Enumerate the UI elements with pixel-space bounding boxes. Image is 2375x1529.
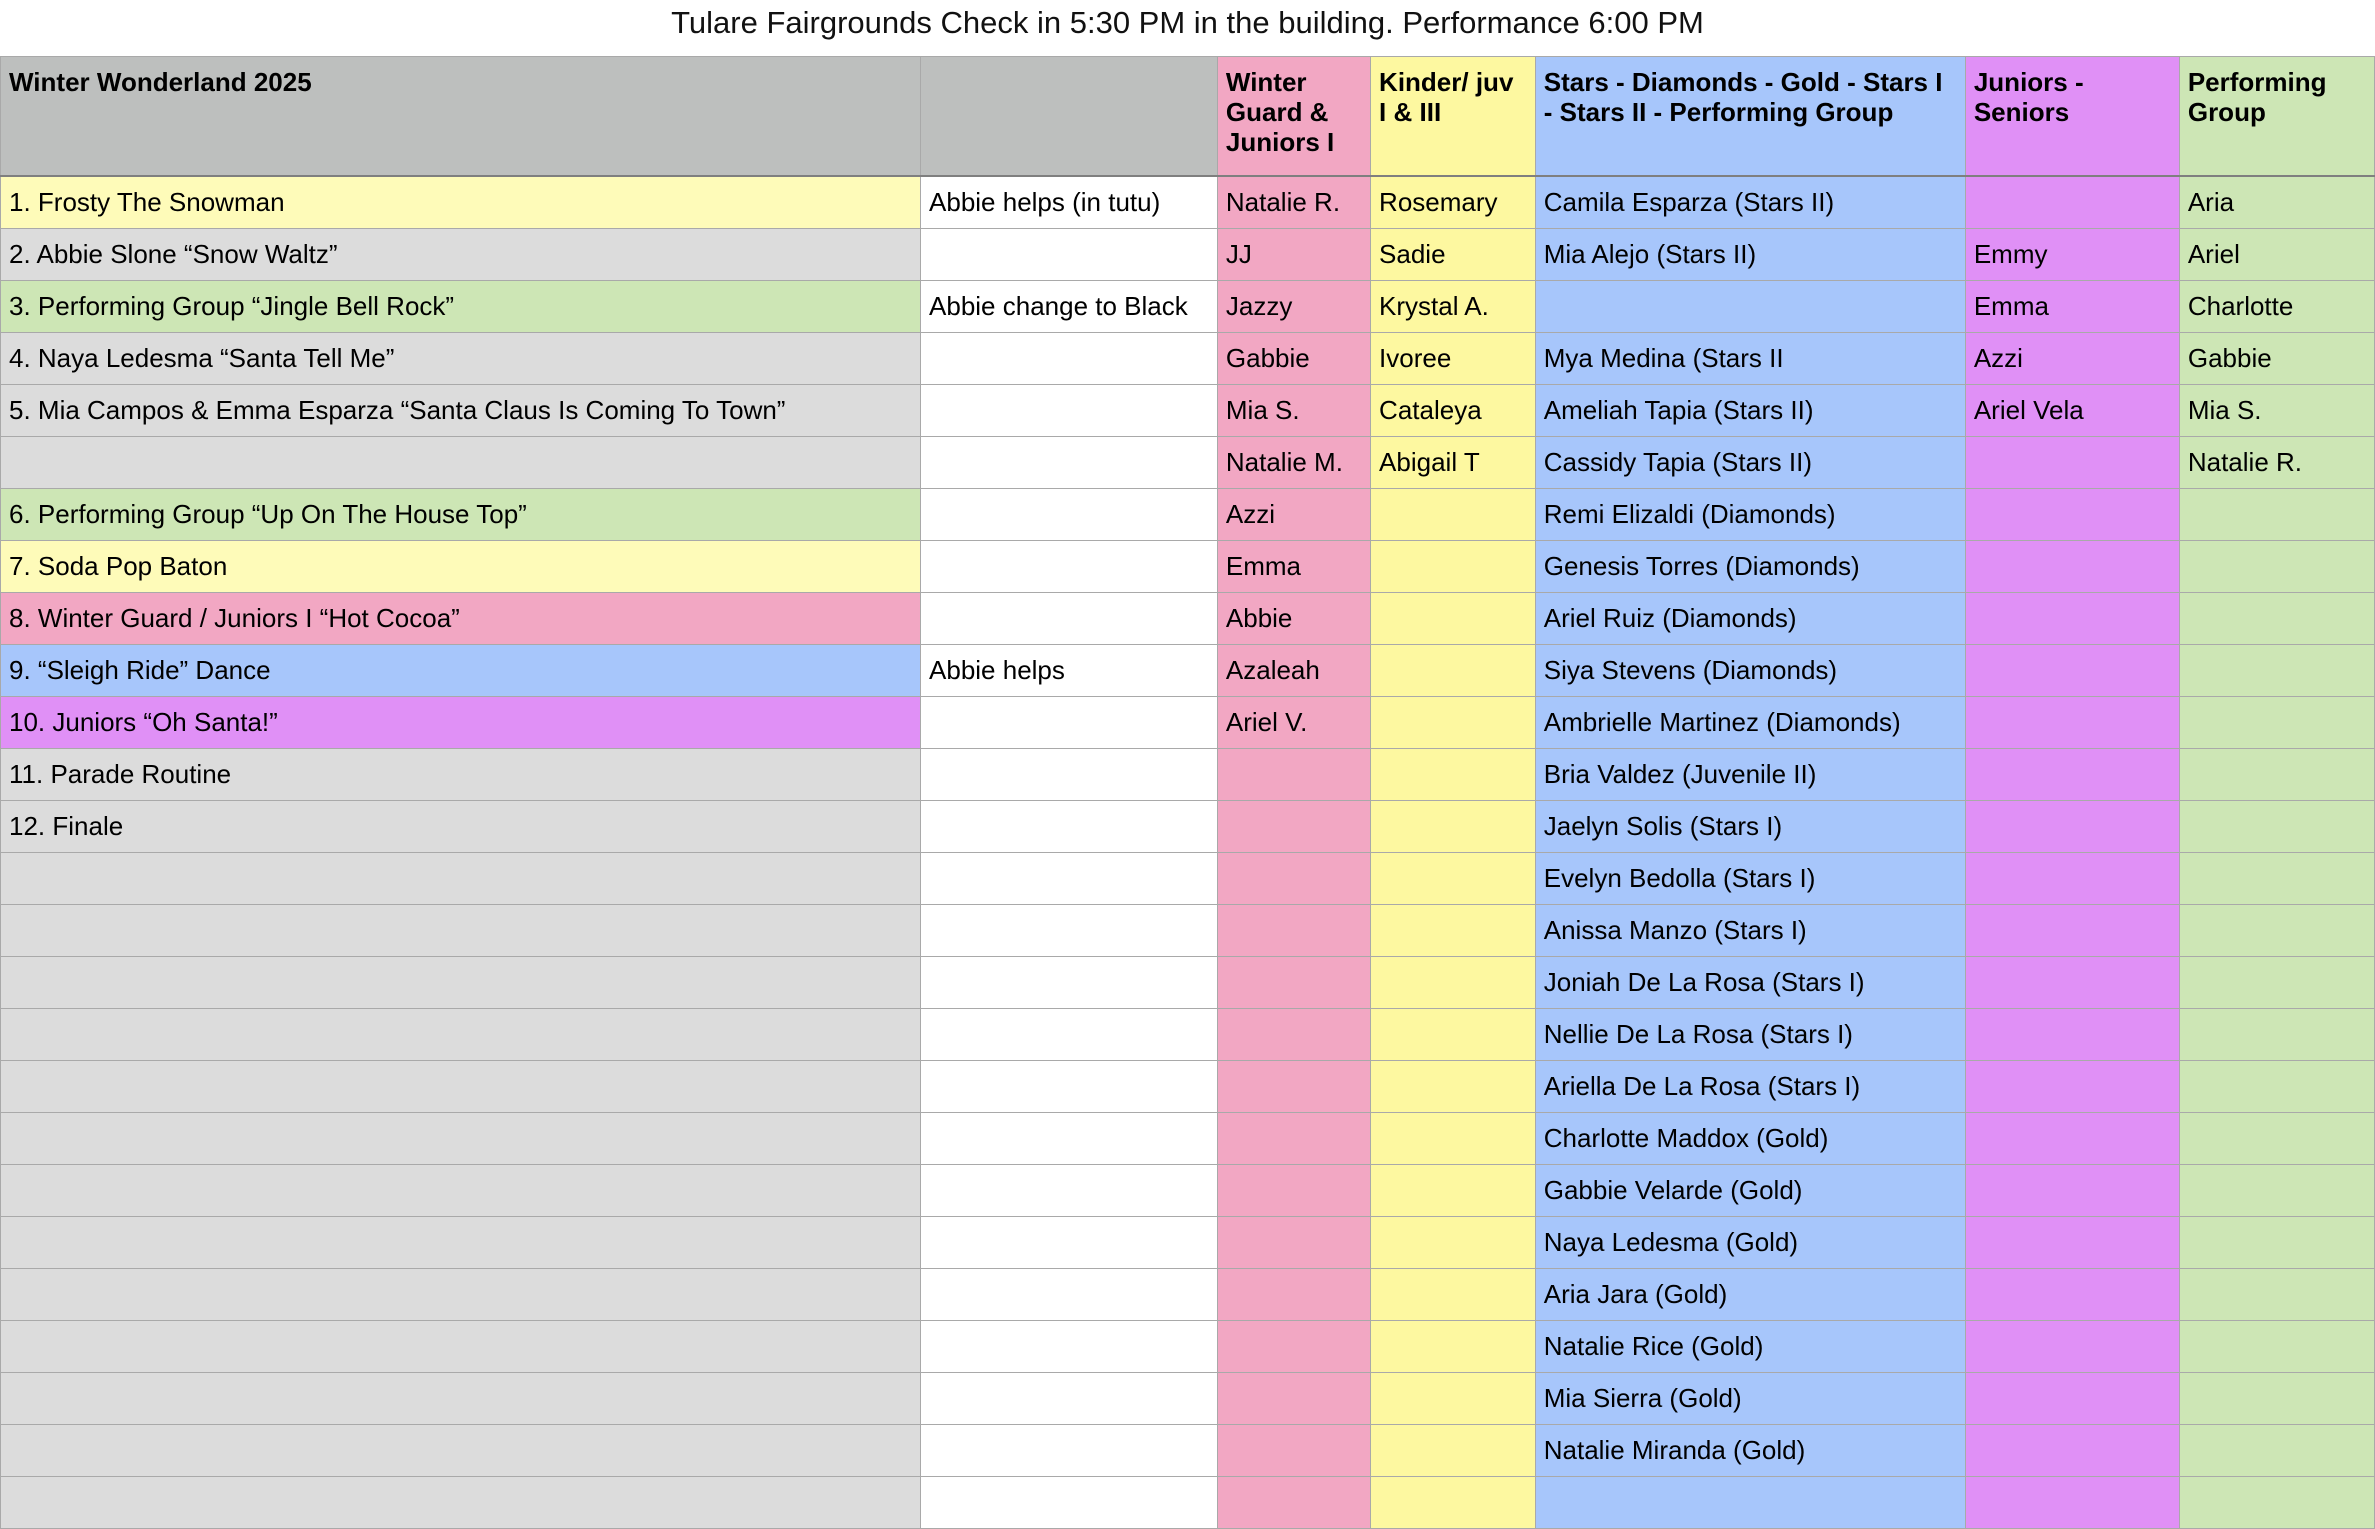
stars-cell[interactable]: Joniah De La Rosa (Stars I) [1535, 957, 1965, 1009]
routine-cell[interactable] [1, 957, 921, 1009]
performing-group-cell[interactable] [2179, 697, 2374, 749]
stars-cell[interactable]: Ameliah Tapia (Stars II) [1535, 385, 1965, 437]
performing-group-cell[interactable] [2179, 1009, 2374, 1061]
stars-cell[interactable]: Gabbie Velarde (Gold) [1535, 1165, 1965, 1217]
routine-cell[interactable] [1, 1373, 921, 1425]
notes-cell[interactable] [921, 1217, 1218, 1269]
kinder-cell[interactable] [1371, 489, 1536, 541]
routine-cell[interactable]: 11. Parade Routine [1, 749, 921, 801]
table-row [1, 437, 2375, 489]
routine-cell[interactable]: 2. Abbie Slone “Snow Waltz” [1, 229, 921, 281]
stars-cell[interactable]: Nellie De La Rosa (Stars I) [1535, 1009, 1965, 1061]
routine-cell[interactable] [1, 437, 921, 489]
table-row [1, 645, 2375, 697]
routine-cell[interactable] [1, 1477, 921, 1529]
kinder-cell[interactable] [1371, 1009, 1536, 1061]
stars-cell[interactable]: Aria Jara (Gold) [1535, 1269, 1965, 1321]
stars-cell[interactable] [1535, 1477, 1965, 1529]
routine-cell[interactable] [1, 1321, 921, 1373]
performing-group-cell[interactable]: Natalie R. [2179, 437, 2374, 489]
notes-cell[interactable] [921, 1477, 1218, 1529]
kinder-cell[interactable] [1371, 697, 1536, 749]
performing-group-cell[interactable] [2179, 489, 2374, 541]
table-row [1, 176, 2375, 229]
stars-cell[interactable]: Ariel Ruiz (Diamonds) [1535, 593, 1965, 645]
table-row [1, 593, 2375, 645]
table-row [1, 957, 2375, 1009]
routine-cell[interactable]: 8. Winter Guard / Juniors I “Hot Cocoa” [1, 593, 921, 645]
performing-group-cell[interactable] [2179, 645, 2374, 697]
performing-group-cell[interactable]: Ariel [2179, 229, 2374, 281]
table-row [1, 229, 2375, 281]
header-row [1, 57, 2375, 177]
winter-guard-cell[interactable] [1217, 1217, 1370, 1269]
winter-guard-cell[interactable] [1217, 1477, 1370, 1529]
notes-cell[interactable] [921, 905, 1218, 957]
kinder-cell[interactable] [1371, 905, 1536, 957]
juniors-seniors-cell[interactable] [1965, 645, 2179, 697]
stars-cell[interactable]: Ariella De La Rosa (Stars I) [1535, 1061, 1965, 1113]
performing-group-cell[interactable] [2179, 1477, 2374, 1529]
notes-cell[interactable] [921, 801, 1218, 853]
juniors-seniors-cell[interactable] [1965, 489, 2179, 541]
stars-cell[interactable]: Ambrielle Martinez (Diamonds) [1535, 697, 1965, 749]
winter-guard-cell[interactable] [1217, 1425, 1370, 1477]
notes-cell[interactable] [921, 1165, 1218, 1217]
table-row [1, 489, 2375, 541]
kinder-cell[interactable] [1371, 957, 1536, 1009]
kinder-cell[interactable] [1371, 1477, 1536, 1529]
notes-cell[interactable] [921, 593, 1218, 645]
performing-group-cell[interactable] [2179, 593, 2374, 645]
juniors-seniors-cell[interactable] [1965, 905, 2179, 957]
winter-guard-cell[interactable] [1217, 1321, 1370, 1373]
juniors-seniors-cell[interactable] [1965, 1009, 2179, 1061]
juniors-seniors-cell[interactable]: Ariel Vela [1965, 385, 2179, 437]
table-row [1, 697, 2375, 749]
routine-cell[interactable]: 9. “Sleigh Ride” Dance [1, 645, 921, 697]
stars-cell[interactable]: Anissa Manzo (Stars I) [1535, 905, 1965, 957]
routine-cell[interactable] [1, 905, 921, 957]
winter-guard-cell[interactable]: Abbie [1217, 593, 1370, 645]
juniors-seniors-cell[interactable] [1965, 853, 2179, 905]
table-row [1, 1373, 2375, 1425]
winter-guard-cell[interactable] [1217, 1373, 1370, 1425]
header-cell-routine[interactable]: Winter Wonderland 2025 [1, 57, 921, 177]
juniors-seniors-cell[interactable] [1965, 1217, 2179, 1269]
table-row [1, 1321, 2375, 1373]
header-cell-kinder[interactable]: Kinder/ juv I & III [1371, 57, 1536, 177]
juniors-seniors-cell[interactable] [1965, 1373, 2179, 1425]
stars-cell[interactable]: Cassidy Tapia (Stars II) [1535, 437, 1965, 489]
winter-guard-cell[interactable] [1217, 1061, 1370, 1113]
stars-cell[interactable]: Mia Sierra (Gold) [1535, 1373, 1965, 1425]
notes-cell[interactable] [921, 1425, 1218, 1477]
table-row [1, 905, 2375, 957]
stars-cell[interactable]: Jaelyn Solis (Stars I) [1535, 801, 1965, 853]
performing-group-cell[interactable] [2179, 801, 2374, 853]
juniors-seniors-cell[interactable] [1965, 541, 2179, 593]
routine-cell[interactable]: 10. Juniors “Oh Santa!” [1, 697, 921, 749]
performing-group-cell[interactable] [2179, 1269, 2374, 1321]
kinder-cell[interactable] [1371, 593, 1536, 645]
winter-guard-cell[interactable]: Natalie R. [1217, 176, 1370, 229]
routine-cell[interactable] [1, 1061, 921, 1113]
stars-cell[interactable]: Natalie Miranda (Gold) [1535, 1425, 1965, 1477]
notes-cell[interactable] [921, 1269, 1218, 1321]
routine-cell[interactable]: 5. Mia Campos & Emma Esparza “Santa Claus Is Coming To Town” [1, 385, 921, 437]
routine-cell[interactable]: 7. Soda Pop Baton [1, 541, 921, 593]
juniors-seniors-cell[interactable] [1965, 1113, 2179, 1165]
winter-guard-cell[interactable]: Azaleah [1217, 645, 1370, 697]
routine-cell[interactable]: 12. Finale [1, 801, 921, 853]
stars-cell[interactable]: Siya Stevens (Diamonds) [1535, 645, 1965, 697]
table-row [1, 1061, 2375, 1113]
winter-guard-cell[interactable]: Gabbie [1217, 333, 1370, 385]
kinder-cell[interactable] [1371, 541, 1536, 593]
winter-guard-cell[interactable]: Ariel V. [1217, 697, 1370, 749]
routine-cell[interactable]: 1. Frosty The Snowman [1, 176, 921, 229]
notes-cell[interactable] [921, 853, 1218, 905]
winter-guard-cell[interactable] [1217, 1009, 1370, 1061]
table-row [1, 1217, 2375, 1269]
routine-cell[interactable] [1, 1113, 921, 1165]
notes-cell[interactable]: Abbie change to Black [921, 281, 1218, 333]
header-cell-notes[interactable] [921, 57, 1218, 177]
winter-guard-cell[interactable] [1217, 801, 1370, 853]
performing-group-cell[interactable] [2179, 1373, 2374, 1425]
winter-guard-cell[interactable]: Emma [1217, 541, 1370, 593]
notes-cell[interactable]: Abbie helps [921, 645, 1218, 697]
juniors-seniors-cell[interactable] [1965, 1061, 2179, 1113]
notes-cell[interactable] [921, 957, 1218, 1009]
stars-cell[interactable]: Naya Ledesma (Gold) [1535, 1217, 1965, 1269]
kinder-cell[interactable]: Krystal A. [1371, 281, 1536, 333]
stars-cell[interactable]: Natalie Rice (Gold) [1535, 1321, 1965, 1373]
routine-cell[interactable] [1, 1425, 921, 1477]
routine-cell[interactable] [1, 1009, 921, 1061]
table-row [1, 1477, 2375, 1529]
header-cell-stars[interactable]: Stars - Diamonds - Gold - Stars I - Stars II - Performing Group [1535, 57, 1965, 177]
performing-group-cell[interactable]: Aria [2179, 176, 2374, 229]
stars-cell[interactable]: Mya Medina (Stars II [1535, 333, 1965, 385]
notes-cell[interactable] [921, 385, 1218, 437]
notes-cell[interactable] [921, 489, 1218, 541]
juniors-seniors-cell[interactable] [1965, 176, 2179, 229]
juniors-seniors-cell[interactable] [1965, 697, 2179, 749]
performing-group-cell[interactable] [2179, 1321, 2374, 1373]
table-row [1, 1113, 2375, 1165]
winter-guard-cell[interactable] [1217, 1165, 1370, 1217]
kinder-cell[interactable] [1371, 801, 1536, 853]
header-cell-juniors-seniors[interactable]: Juniors - Seniors [1965, 57, 2179, 177]
routine-cell[interactable] [1, 1269, 921, 1321]
routine-cell[interactable]: 6. Performing Group “Up On The House Top” [1, 489, 921, 541]
kinder-cell[interactable] [1371, 1165, 1536, 1217]
table-row [1, 281, 2375, 333]
juniors-seniors-cell[interactable]: Emma [1965, 281, 2179, 333]
table-row [1, 1009, 2375, 1061]
winter-guard-cell[interactable]: Mia S. [1217, 385, 1370, 437]
notes-cell[interactable] [921, 437, 1218, 489]
kinder-cell[interactable] [1371, 1321, 1536, 1373]
kinder-cell[interactable]: Abigail T [1371, 437, 1536, 489]
kinder-cell[interactable] [1371, 1061, 1536, 1113]
stars-cell[interactable]: Camila Esparza (Stars II) [1535, 176, 1965, 229]
performing-group-cell[interactable]: Mia S. [2179, 385, 2374, 437]
performing-group-cell[interactable] [2179, 749, 2374, 801]
routine-cell[interactable] [1, 1217, 921, 1269]
performing-group-cell[interactable] [2179, 905, 2374, 957]
kinder-cell[interactable]: Rosemary [1371, 176, 1536, 229]
kinder-cell[interactable] [1371, 1425, 1536, 1477]
juniors-seniors-cell[interactable] [1965, 1165, 2179, 1217]
notes-cell[interactable] [921, 1009, 1218, 1061]
winter-guard-cell[interactable]: JJ [1217, 229, 1370, 281]
routine-cell[interactable]: 3. Performing Group “Jingle Bell Rock” [1, 281, 921, 333]
notes-cell[interactable] [921, 697, 1218, 749]
performing-group-cell[interactable] [2179, 1113, 2374, 1165]
performing-group-cell[interactable] [2179, 1165, 2374, 1217]
stars-cell[interactable]: Remi Elizaldi (Diamonds) [1535, 489, 1965, 541]
stars-cell[interactable]: Genesis Torres (Diamonds) [1535, 541, 1965, 593]
routine-cell[interactable] [1, 1165, 921, 1217]
juniors-seniors-cell[interactable] [1965, 1477, 2179, 1529]
winter-guard-cell[interactable]: Azzi [1217, 489, 1370, 541]
routine-cell[interactable]: 4. Naya Ledesma “Santa Tell Me” [1, 333, 921, 385]
kinder-cell[interactable]: Sadie [1371, 229, 1536, 281]
stars-cell[interactable]: Evelyn Bedolla (Stars I) [1535, 853, 1965, 905]
performing-group-cell[interactable] [2179, 1217, 2374, 1269]
header-cell-winter-guard[interactable]: Winter Guard & Juniors I [1217, 57, 1370, 177]
table-row [1, 1165, 2375, 1217]
winter-guard-cell[interactable] [1217, 957, 1370, 1009]
juniors-seniors-cell[interactable] [1965, 593, 2179, 645]
table-row [1, 1269, 2375, 1321]
juniors-seniors-cell[interactable] [1965, 957, 2179, 1009]
notes-cell[interactable] [921, 1321, 1218, 1373]
kinder-cell[interactable] [1371, 1217, 1536, 1269]
notes-cell[interactable] [921, 541, 1218, 593]
notes-cell[interactable] [921, 333, 1218, 385]
winter-guard-cell[interactable] [1217, 853, 1370, 905]
winter-guard-cell[interactable]: Natalie M. [1217, 437, 1370, 489]
juniors-seniors-cell[interactable] [1965, 437, 2179, 489]
notes-cell[interactable] [921, 749, 1218, 801]
performing-group-cell[interactable] [2179, 1061, 2374, 1113]
juniors-seniors-cell[interactable] [1965, 1321, 2179, 1373]
juniors-seniors-cell[interactable] [1965, 1269, 2179, 1321]
routine-cell[interactable] [1, 853, 921, 905]
kinder-cell[interactable]: Ivoree [1371, 333, 1536, 385]
table-body [1, 176, 2375, 1529]
table-row [1, 801, 2375, 853]
juniors-seniors-cell[interactable] [1965, 801, 2179, 853]
notes-cell[interactable] [921, 1373, 1218, 1425]
performing-group-cell[interactable]: Charlotte [2179, 281, 2374, 333]
kinder-cell[interactable]: Cataleya [1371, 385, 1536, 437]
table-row [1, 385, 2375, 437]
kinder-cell[interactable] [1371, 1269, 1536, 1321]
notes-cell[interactable] [921, 229, 1218, 281]
winter-guard-cell[interactable] [1217, 1113, 1370, 1165]
stars-cell[interactable]: Mia Alejo (Stars II) [1535, 229, 1965, 281]
winter-guard-cell[interactable]: Jazzy [1217, 281, 1370, 333]
kinder-cell[interactable] [1371, 853, 1536, 905]
header-cell-performing-group[interactable]: Performing Group [2179, 57, 2374, 177]
juniors-seniors-cell[interactable] [1965, 1425, 2179, 1477]
table-row [1, 749, 2375, 801]
performing-group-cell[interactable] [2179, 541, 2374, 593]
kinder-cell[interactable] [1371, 645, 1536, 697]
notes-cell[interactable] [921, 1113, 1218, 1165]
table-row [1, 1425, 2375, 1477]
schedule-table [0, 56, 2375, 1529]
winter-guard-cell[interactable] [1217, 749, 1370, 801]
performing-group-cell[interactable] [2179, 957, 2374, 1009]
sheet-title: Tulare Fairgrounds Check in 5:30 PM in the building. Performance 6:00 PM [671, 5, 1704, 40]
table-row [1, 333, 2375, 385]
stars-cell[interactable]: Charlotte Maddox (Gold) [1535, 1113, 1965, 1165]
stars-cell[interactable]: Bria Valdez (Juvenile II) [1535, 749, 1965, 801]
notes-cell[interactable] [921, 1061, 1218, 1113]
notes-cell[interactable]: Abbie helps (in tutu) [921, 176, 1218, 229]
winter-guard-cell[interactable] [1217, 1269, 1370, 1321]
juniors-seniors-cell[interactable]: Azzi [1965, 333, 2179, 385]
juniors-seniors-cell[interactable]: Emmy [1965, 229, 2179, 281]
table-row [1, 541, 2375, 593]
kinder-cell[interactable] [1371, 749, 1536, 801]
winter-guard-cell[interactable] [1217, 905, 1370, 957]
juniors-seniors-cell[interactable] [1965, 749, 2179, 801]
performing-group-cell[interactable] [2179, 1425, 2374, 1477]
kinder-cell[interactable] [1371, 1113, 1536, 1165]
performing-group-cell[interactable]: Gabbie [2179, 333, 2374, 385]
kinder-cell[interactable] [1371, 1373, 1536, 1425]
performing-group-cell[interactable] [2179, 853, 2374, 905]
stars-cell[interactable] [1535, 281, 1965, 333]
table-row [1, 853, 2375, 905]
